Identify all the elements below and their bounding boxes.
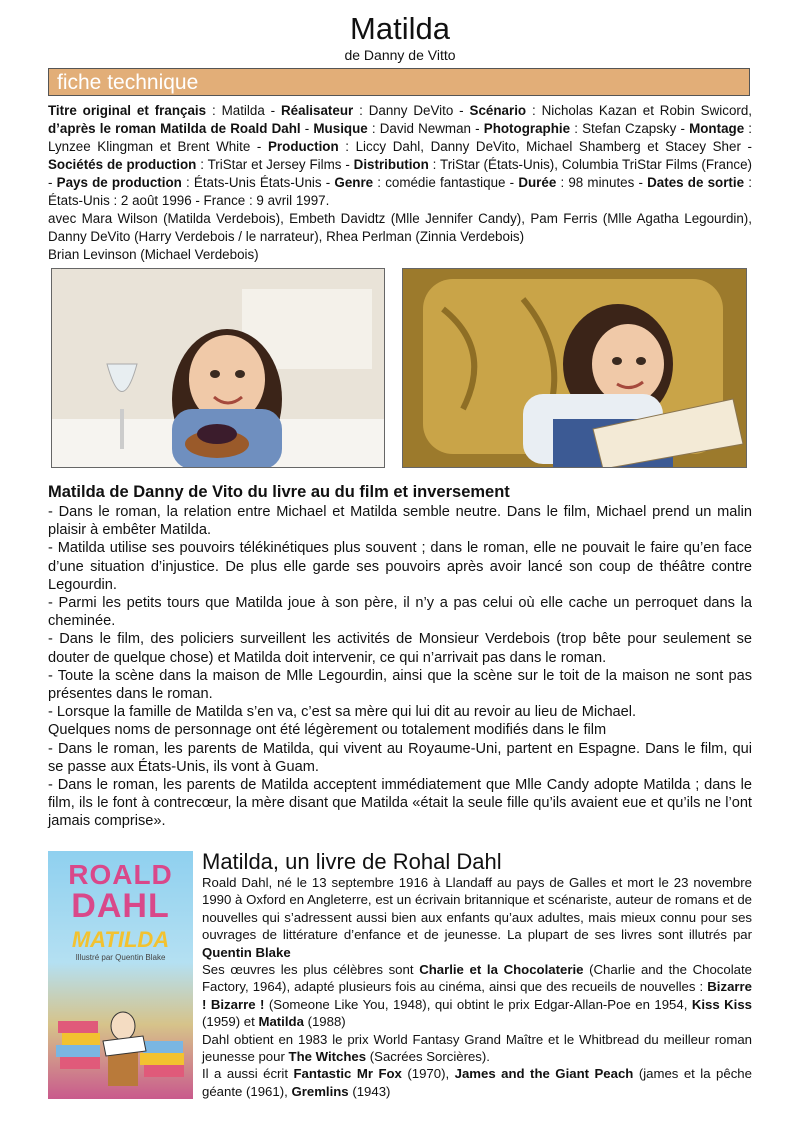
bio-paragraph <box>202 961 752 1031</box>
bio-highlight: Matilda <box>258 1014 304 1030</box>
page-subtitle: de Danny de Vitto <box>344 47 456 63</box>
value-photography: Stefan Czapsky <box>582 121 677 136</box>
value-distribution: TriStar (États-Unis), Columbia TriStar Films (France) <box>440 157 752 172</box>
cast-list-extra: Brian Levinson (Michael Verdebois) <box>48 247 259 262</box>
label-editing: Montage <box>689 121 745 136</box>
book-cover-title: MATILDA <box>71 927 170 952</box>
value-genre: comédie fantastique <box>385 175 506 190</box>
bio-highlight: Kiss Kiss <box>691 996 752 1012</box>
book-section-heading: Matilda, un livre de Rohal Dahl <box>202 849 502 874</box>
value-companies: TriStar et Jersey Films <box>207 157 342 172</box>
label-production: Production <box>268 139 339 154</box>
banner-label: fiche technique <box>57 71 199 94</box>
bio-text: Il a aussi écrit <box>202 1066 289 1082</box>
bio-highlight: Gremlins <box>291 1083 349 1099</box>
bio-highlight: Quentin Blake <box>202 944 291 960</box>
label-duration: Durée <box>518 175 557 190</box>
list-item: - Matilda utilise ses pouvoirs télékinétiques plus souvent ; dans le roman, elle ne pouvait le faire qu’en face d’une situation d’injustice. De plus elle garde ses pouvoirs après avoir lancé son coup de théâtre contre Legourdin. <box>48 540 752 593</box>
value-director: Danny DeVito <box>368 103 454 118</box>
book-cover-illustrator: Illustré par Quentin Blake <box>75 953 166 962</box>
label-distribution: Distribution <box>353 157 429 172</box>
book-cover-author-last: DAHL <box>71 887 170 925</box>
label-country: Pays de production <box>56 175 182 190</box>
book-cover-illustration <box>48 851 193 1099</box>
bio-text: Dahl obtient en 1983 le prix World Fantasy Grand Maître et le Whitbread du meilleur roman jeunesse pour <box>202 1031 752 1065</box>
label-based-on: d’après le roman Matilda de Roald Dahl <box>48 121 301 136</box>
bio-text: (1943) <box>352 1083 391 1099</box>
bio-text: (james et la pêche géante (1961), <box>202 1066 752 1099</box>
list-item: - Dans le film, des policiers surveillent les activités de Monsieur Verdebois (trop bête pour seulement se douter de quelque chose) et Matilda doit intervenir, ce qui n’arrivait pas dans le roman. <box>48 631 752 666</box>
value-country: États-Unis États-Unis <box>193 175 322 190</box>
list-item: - Toute la scène dans la maison de Mlle Legourdin, ainsi que la scène sur le toit de la maison ne sont pas présentes dans le roman. <box>48 667 752 703</box>
film-still-reading-art <box>403 269 747 468</box>
list-item: - Dans le roman, les parents de Matilda acceptent immédiatement que Mlle Candy adopte Matilda ; dans le film, ils le font à contrecœur, la mère disant que Matilda «était la seule fille qu’ils avaient eue et qu’ils ne l’ont jamais comprise». <box>48 777 752 830</box>
film-still-birthday-art <box>52 269 385 468</box>
differences-list <box>48 503 752 831</box>
author-biography <box>202 874 752 1100</box>
section-banner <box>48 68 750 96</box>
bio-text: (1959) et <box>202 1014 255 1030</box>
bio-text: Ses œuvres les plus célèbres sont <box>202 962 414 978</box>
bio-text: (Charlie and the Chocolate Factory, 1964), adapté plusieurs fois au cinéma, ainsi que des recueils de nouvelles : <box>202 962 752 995</box>
bio-highlight: Charlie et la Chocolaterie <box>419 962 584 978</box>
bio-text: (Someone Like You, 1948), qui obtint le prix Edgar-Allan-Poe en 1954, <box>268 996 688 1012</box>
label-title: Titre original et français <box>48 103 207 118</box>
bio-text: (1988) <box>307 1014 346 1030</box>
label-director: Réalisateur <box>281 103 354 118</box>
bio-highlight: The Witches <box>288 1049 367 1065</box>
value-editing: Lynzee Klingman et Brent White <box>48 139 251 154</box>
bio-paragraph <box>202 1031 752 1066</box>
bio-highlight: Fantastic Mr Fox <box>293 1066 402 1082</box>
value-screenplay: Nicholas Kazan et Robin Swicord, <box>541 103 753 118</box>
label-genre: Genre <box>334 175 374 190</box>
technical-sheet: Titre original et français : Matilda - Réalisateur : Danny DeVito - Scénario : Nicholas Kazan et Robin Swicord, d’après le roman Matilda de Roald Dahl - Musique : David Newman - Photographie : Stefan Czapsky - Montage : Lynzee Klingman et Brent White - Production : Liccy Dahl, Danny DeVito, Michael Shamberg et Stacey Sher - Sociétés de production : TriStar et Jersey Films - Distribution : TriStar (États-Unis), Columbia TriStar Films (France) - Pays de production : États-Unis États-Unis - Genre : comédie fantastique - Durée : 98 minutes - Dates de sortie : États-Unis : 2 août 1996 - France : 9 avril 1997. avec Mara Wilson (Matilda Verdebois), Embeth Davidtz (Mlle Jennifer Candy), Pam Ferris (Mlle Agatha Legourdin), Danny DeVito (Harry Verdebois / le narrateur), Rhea Perlman (Zinnia Verdebois) Brian Levinson (Michael Verdebois) <box>48 103 753 262</box>
label-release: Dates de sortie <box>647 175 745 190</box>
value-production: Liccy Dahl, Danny DeVito, Michael Shamberg et Stacey Sher <box>355 139 741 154</box>
value-duration: 98 minutes <box>568 175 635 190</box>
label-photography: Photographie <box>483 121 571 136</box>
page-title: Matilda <box>350 11 450 46</box>
value-title: Matilda <box>221 103 265 118</box>
cast-list: avec Mara Wilson (Matilda Verdebois), Embeth Davidtz (Mlle Jennifer Candy), Pam Ferris (Mlle Agatha Legourdin), Danny DeVito (Harry Verdebois / le narrateur), Rhea Perlman (Zinnia Verdebois) <box>48 211 752 244</box>
bio-text: (1970), <box>407 1066 450 1082</box>
bio-text: (Sacrées Sorcières). <box>369 1049 490 1065</box>
value-music: David Newman <box>379 121 471 136</box>
film-still-reading <box>402 268 747 468</box>
list-item: - Lorsque la famille de Matilda s’en va, c’est sa mère qui lui dit au revoir au lieu de Michael. <box>48 704 637 721</box>
list-item: - Dans le roman, les parents de Matilda, qui vivent au Royaume-Uni, partent en Espagne. Dans le film, qui se passe aux États-Unis, ils vont à Guam. <box>48 740 752 775</box>
label-companies: Sociétés de production <box>48 157 197 172</box>
book-cover-author-first: ROALD <box>68 859 173 890</box>
value-release: États-Unis : 2 août 1996 - France : 9 avril 1997. <box>48 193 330 208</box>
film-still-birthday <box>51 268 385 468</box>
bio-highlight: James and the Giant Peach <box>454 1066 634 1082</box>
book-cover <box>48 851 193 1099</box>
list-item: Quelques noms de personnage ont été légèrement ou totalement modifiés dans le film <box>48 722 607 739</box>
list-item: - Parmi les petits tours que Matilda joue à son père, il n’y a pas celui où elle cache un perroquet dans la cheminée. <box>48 595 752 630</box>
bio-text: Roald Dahl, né le 13 septembre 1916 à Llandaff au pays de Galles et mort le 23 novembre 1990 à Oxford en Angleterre, est un écrivain britannique et scénariste, auteur de romans et de nouvelles qui s’adressent aussi bien aux enfants qu’aux adultes, mais mieux connu pour ses ouvrages de littérature d’enfance et de jeunesse. La plupart de ses livres sont illutrés par <box>202 875 752 943</box>
list-item: - Dans le roman, la relation entre Michael et Matilda semble neutre. Dans le film, Michael prend un malin plaisir à embêter Matilda. <box>48 504 752 539</box>
bio-highlight: Bizarre ! Bizarre ! <box>202 979 752 1012</box>
differences-heading: Matilda de Danny de Vito du livre au du film et inversement <box>48 483 510 501</box>
label-music: Musique <box>313 121 368 136</box>
bio-paragraph <box>202 874 752 961</box>
label-screenplay: Scénario <box>469 103 527 118</box>
bio-paragraph <box>202 1065 752 1100</box>
